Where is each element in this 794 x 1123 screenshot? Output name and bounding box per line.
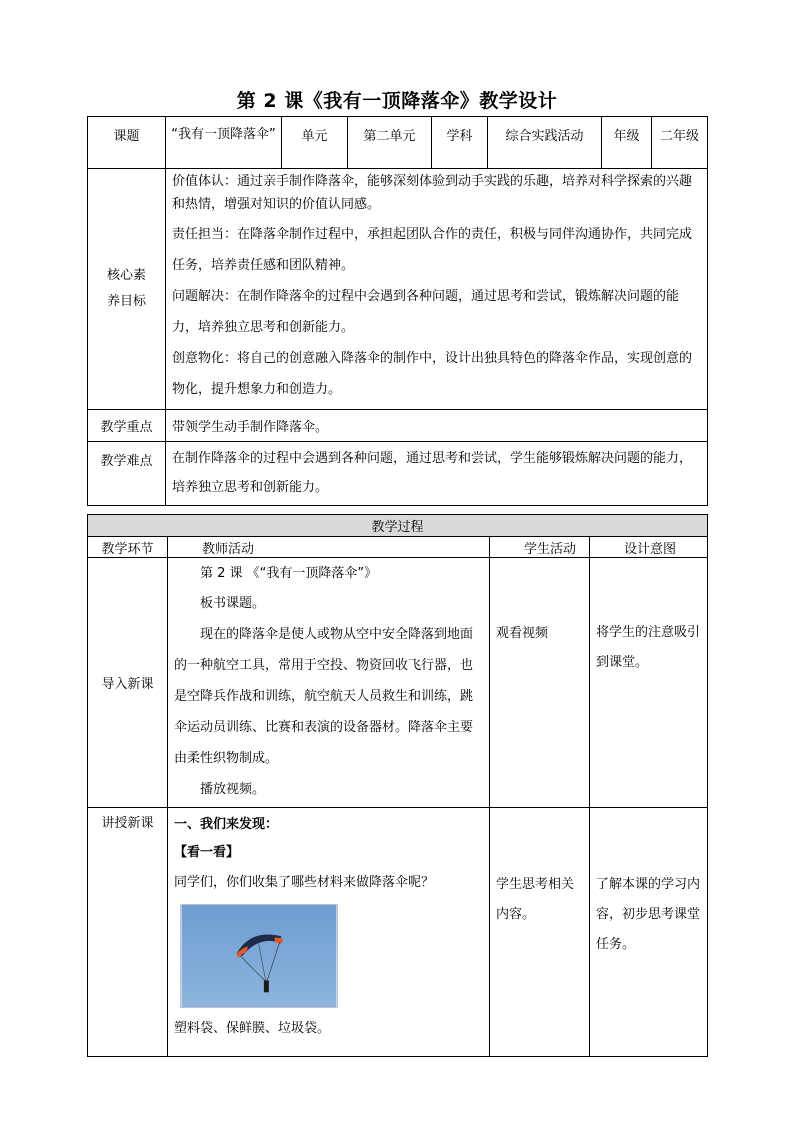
lesson-heading: 第 2 课 《“我有一顶降落伞”》 bbox=[200, 566, 378, 581]
literacy-label: 核心素养目标 bbox=[88, 169, 166, 410]
intent-teach: 了解本课的学习内容，初步思考课堂任务。 bbox=[590, 808, 708, 1057]
column-student: 学生活动 bbox=[490, 537, 590, 558]
process-row-teach bbox=[88, 808, 708, 1057]
unit-label: 单元 bbox=[282, 117, 348, 169]
grade-label: 年级 bbox=[602, 117, 652, 169]
teacher-teach bbox=[168, 808, 490, 1057]
teacher-intro bbox=[168, 558, 490, 808]
process-columns-row bbox=[88, 537, 708, 558]
info-row-literacy bbox=[88, 169, 708, 410]
student-teach: 学生思考相关内容。 bbox=[490, 808, 590, 1057]
info-table bbox=[87, 116, 708, 506]
question-text: 同学们，你们收集了哪些材料来做降落伞呢？ bbox=[174, 875, 435, 890]
look-label: 【看一看】 bbox=[174, 845, 240, 860]
materials-text: 塑料袋、保鲜膜、垃圾袋。 bbox=[174, 1021, 331, 1036]
literacy-item-responsibility: 责任担当：在降落伞制作过程中，承担起团队合作的责任，积极与同伴沟通协作，共同完成任务，培养责任感和团队精神。 bbox=[172, 227, 693, 273]
literacy-item-problem: 问题解决：在制作降落伞的过程中会遇到各种问题，通过思考和尝试，锻炼解决问题的能力，培养独立思考和创新能力。 bbox=[172, 289, 680, 335]
intent-intro: 将学生的注意吸引到课堂。 bbox=[590, 558, 708, 808]
student-intro: 观看视频 bbox=[490, 558, 590, 808]
info-row-key bbox=[88, 410, 708, 442]
stage-teach: 讲授新课 bbox=[88, 808, 168, 1057]
literacy-content bbox=[166, 169, 708, 410]
play-video: 播放视频。 bbox=[200, 782, 266, 797]
process-table bbox=[87, 514, 708, 1057]
key-label: 教学重点 bbox=[88, 410, 166, 442]
unit-value: 第二单元 bbox=[348, 117, 432, 169]
process-row-intro bbox=[88, 558, 708, 808]
grade-value: 二年级 bbox=[652, 117, 708, 169]
subject-label: 学科 bbox=[432, 117, 488, 169]
section-heading: 一、我们来发现： bbox=[174, 817, 279, 832]
info-row-basic bbox=[88, 117, 708, 169]
literacy-item-value: 价值体认：通过亲手制作降落伞，能够深刻体验到动手实践的乐趣，培养对科学探索的兴趣和热情，增强对知识的价值认同感。 bbox=[172, 174, 693, 212]
key-value: 带领学生动手制作降落伞。 bbox=[166, 410, 708, 442]
parachute-intro-text: 现在的降落伞是使人或物从空中安全降落到地面的一种航空工具，常用于空投、物资回收飞行器，也是空降兵作战和训练，航空航天人员救生和训练，跳伞运动员训练、比赛和表演的设备器材。降落伞主要由柔性织物制成。 bbox=[174, 627, 474, 766]
column-stage: 教学环节 bbox=[88, 537, 168, 558]
info-row-difficult bbox=[88, 442, 708, 506]
topic-label: 课题 bbox=[88, 117, 166, 169]
column-teacher: 教师活动 bbox=[168, 537, 490, 558]
page-title: 第 2 课《我有一顶降落伞》教学设计 bbox=[236, 90, 558, 112]
parachute-photo-icon bbox=[180, 904, 338, 1008]
literacy-item-creativity: 创意物化：将自己的创意融入降落伞的制作中，设计出独具特色的降落伞作品，实现创意的物化，提升想象力和创造力。 bbox=[172, 351, 693, 397]
process-heading: 教学过程 bbox=[88, 515, 708, 537]
process-heading-row bbox=[88, 515, 708, 537]
difficult-label: 教学难点 bbox=[88, 442, 166, 506]
board-title: 板书课题。 bbox=[200, 596, 266, 611]
difficult-value: 在制作降落伞的过程中会遇到各种问题，通过思考和尝试，学生能够锻炼解决问题的能力，培养独立思考和创新能力。 bbox=[166, 442, 708, 506]
subject-value: 综合实践活动 bbox=[488, 117, 602, 169]
stage-intro: 导入新课 bbox=[88, 558, 168, 808]
topic-value: “我有一顶降落伞” bbox=[166, 117, 282, 169]
column-intent: 设计意图 bbox=[590, 537, 708, 558]
